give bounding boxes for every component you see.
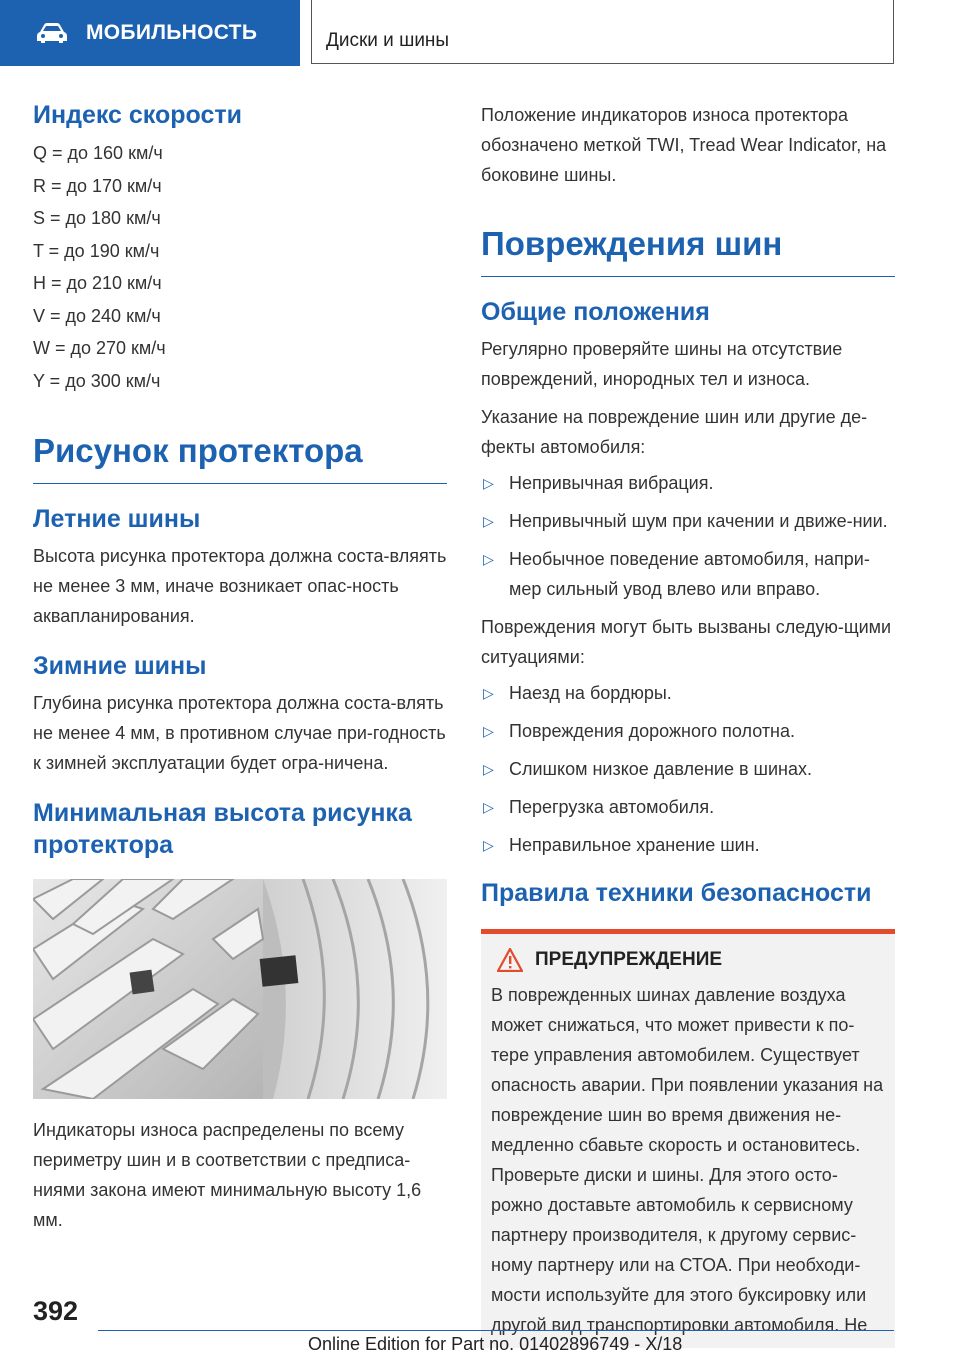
warning-text: В поврежденных шинах давление воздуха может снижаться, что может привести к по-тере управления автомобилем. Существует опасность аварии. При появлении указания на повреждение шин во время движения не-медленно сбавьте скорость и остановитесь. Проверьте диски и шины. Для этого осто-рожно доставьте автомобиль к сервисному партнеру производителя, к другому сервис-ному партнеру или на СТОА. При необходи-мости используйте для этого буксировку или другой вид транспортировки автомобиля. Не [491, 985, 884, 1336]
warning-triangle-icon [497, 948, 523, 972]
winter-tires-text: Глубина рисунка протектора должна соста-влять не менее 4 мм, в противном случае при-годность к зимней эксплуатации будет огра-ничена. [33, 693, 446, 774]
triangle-bullet-icon: ▷ [483, 512, 494, 529]
tread-pattern-section [33, 431, 447, 484]
left-column [33, 100, 447, 1235]
general-p2: Указание на повреждение шин или другие де-фекты автомобиля: [481, 406, 868, 457]
min-depth-heading: Минимальная высота рисунка протектора [33, 799, 412, 859]
triangle-bullet-icon: ▷ [483, 836, 494, 853]
triangle-bullet-icon: ▷ [483, 684, 494, 701]
chapter-header [311, 0, 894, 64]
triangle-bullet-icon: ▷ [483, 798, 494, 815]
section-label: МОБИЛЬНОСТЬ [86, 21, 258, 44]
triangle-bullet-icon: ▷ [483, 722, 494, 739]
list-item: ▷ Наезд на бордюры. [481, 678, 895, 708]
list-item: ▷ Неправильное хранение шин. [481, 830, 895, 860]
speed-index-item: W = до 270 км/ч [33, 338, 166, 359]
triangle-bullet-icon: ▷ [483, 760, 494, 777]
warning-box [481, 929, 895, 1348]
general-p1: Регулярно проверяйте шины на отсутствие повреждений, инородных тел и износа. [481, 338, 843, 389]
speed-index-item: S = до 180 км/ч [33, 208, 161, 229]
list-item: ▷ Непривычный шум при качении и движе-нии. [481, 506, 895, 536]
safety-heading: Правила техники безопасности [481, 878, 872, 907]
right-column [481, 100, 895, 1348]
tire-damage-heading: Повреждения шин [481, 225, 783, 262]
tread-pattern-heading: Рисунок протектора [33, 432, 363, 470]
general-heading: Общие положения [481, 297, 710, 326]
triangle-bullet-icon: ▷ [483, 474, 494, 491]
warning-header [491, 948, 885, 972]
triangle-bullet-icon: ▷ [483, 550, 494, 567]
footer-edition: Online Edition for Part no. 01402896749 - X/18 [308, 1334, 683, 1354]
causes-list [481, 678, 895, 860]
chapter-title: Диски и шины [326, 30, 450, 51]
footer-divider [98, 1330, 894, 1331]
speed-index-list [33, 137, 447, 397]
speed-index-item: Y = до 300 км/ч [33, 370, 161, 391]
tire-tread-image [33, 879, 447, 1099]
car-icon [36, 22, 68, 44]
list-item: ▷ Перегрузка автомобиля. [481, 792, 895, 822]
list-item: ▷ Повреждения дорожного полотна. [481, 716, 895, 746]
speed-index-heading: Индекс скорости [33, 101, 242, 129]
section-tab [0, 0, 300, 66]
min-depth-caption: Индикаторы износа распределены по всему периметру шин и в соответствии с предписа-ниями закона имеют минимальную высоту 1,6 мм. [33, 1119, 422, 1230]
speed-index-item: V = до 240 км/ч [33, 305, 161, 326]
warning-title: ПРЕДУПРЕЖДЕНИЕ [535, 949, 723, 971]
speed-index-item: R = до 170 км/ч [33, 175, 162, 196]
tire-damage-section [481, 224, 895, 277]
twi-text: Положение индикаторов износа протектора обозначено меткой TWI, Tread Wear Indicator, на боковине шины. [481, 105, 887, 185]
page-number: 392 [33, 1296, 79, 1326]
speed-index-item: H = до 210 км/ч [33, 273, 162, 294]
symptoms-list [481, 468, 895, 604]
summer-tires-heading: Летние шины [33, 504, 201, 533]
general-p3: Повреждения могут быть вызваны следую-щими ситуациями: [481, 616, 892, 667]
speed-index-item: Q = до 160 км/ч [33, 143, 163, 164]
list-item: ▷ Необычное поведение автомобиля, напри-мер сильный увод влево или вправо. [481, 544, 895, 604]
winter-tires-heading: Зимние шины [33, 652, 207, 681]
speed-index-item: T = до 190 км/ч [33, 240, 160, 261]
summer-tires-text: Высота рисунка протектора должна соста-вляять не менее 3 мм, иначе возникает опас-ность аквапланирования. [33, 546, 447, 627]
list-item: ▷ Слишком низкое давление в шинах. [481, 754, 895, 784]
list-item: ▷ Непривычная вибрация. [481, 468, 895, 498]
